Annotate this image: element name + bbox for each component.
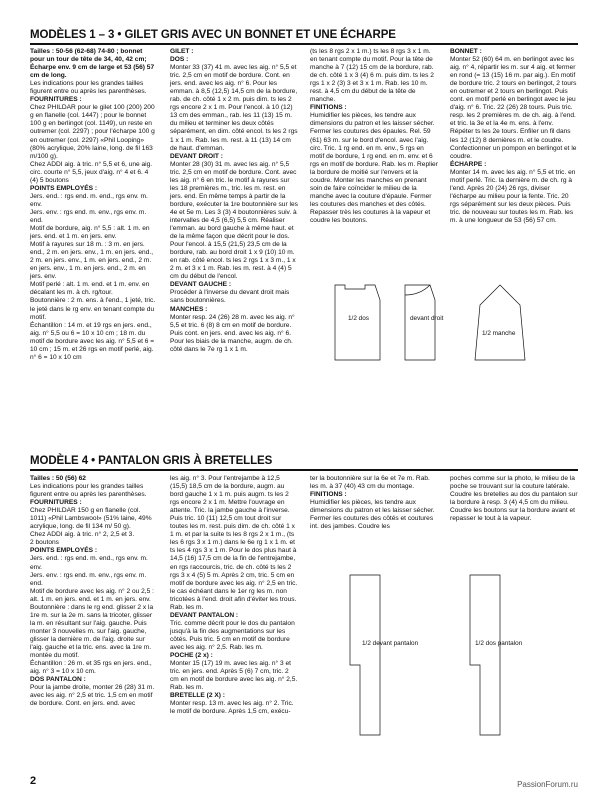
section-2-paragraph: Humidifier les pièces, les tendre aux dimensions du patron et les laisser sécher. Fermer les coutures des côtés et coutures int. des jambes. Coudre les <box>310 499 435 531</box>
section-2-paragraph: ter la boutonnière sur la 6e et 7e m. Rab. les m. à 37 (40) 43 cm du montage. <box>310 475 430 491</box>
section-2-paragraph: poches comme sur la photo, le milieu de la poche se trouvant sur la couture latérale. Coudre les bretelles au dos du pantalon sur la bordure à resp. 3 (4) 4,5 cm du milieu. Coudre les boutons sur la bordure avant et repasser le tout à la vapeur. <box>450 475 578 523</box>
pantalon-devant-label: 1/2 devant pantalon <box>362 640 419 647</box>
section-2-paragraph: BRETELLE (2 X) : <box>170 692 225 700</box>
section-1-paragraph: Chez PHILDAR pour le gilet 100 (200) 200 g en flanelle (col. 1447) ; pour le bonnet 100 g en berlingot (col. 1149), un reste en outremer (col. 2297) ; pour l'écharpe 100 g en outremer (col. 2297) «Phil Looping» (80% acrylique, 20% laine, long. de fil 163 m/100 g). <box>30 104 155 160</box>
section-1-paragraph: (ts les 8 rgs 2 x 1 m.) ts les 8 rgs 3 x 1 m. en tenant compte du motif. Pour la tête de manche à 7 (12) 15 cm de la bordure, rab. de ch. côté 1 x 3 (4) 6 m. puis dim. ts les 2 rgs 1 x 2 (3) 3 et 3 x 1 m. Rab. les 10 m. rest. à 4,5 cm du début de la tête de manche. <box>310 48 434 104</box>
section-1-paragraph: DEVANT GAUCHE : <box>170 281 232 289</box>
section-1-title: MODÈLES 1 – 3 • GILET GRIS AVEC UN BONNET ET UNE ÉCHARPE <box>30 29 396 41</box>
section-1-paragraph: Motif à rayures sur 18 m. : 3 m. en jers. end., 2 m. en jers. env., 1 m. en jers. end., 2 m. en jers. env., 1 m. en jers. end., 2 m. en jers. env., 1 m. en jers. end., 2 m. en jers. env. <box>30 241 154 281</box>
dos-label: 1/2 dos <box>348 315 369 322</box>
section-2-paragraph: Tric. comme décrit pour le dos du pantalon jusqu'à la fin des augmentations sur les côtés. Puis tric. 5 cm en motif de bordure avec les aig. n° 2,5. Rab. les m. <box>170 619 295 651</box>
section-1-column-1 <box>30 48 158 362</box>
section-2-paragraph: Boutonnière : dans le rg end. glisser 2 x la 1re m. sur la 2e m. sans la tricoter, glisser la m. en résultant sur l'aig. gauche. Puis monter 3 nouvelles m. sur l'aig. gauche, glisser la dernière m. de l'aig. droite sur l'aig. gauche et la tric. ens. avec la 1re m. montée du motif. <box>30 603 154 660</box>
section-1-column-2 <box>170 48 298 354</box>
section-2-paragraph: Jers. end. : rgs end. m. end., rgs env. m. env. <box>30 555 148 571</box>
section-2-paragraph: 2 boutons <box>30 539 59 547</box>
section-2-column-3 <box>310 475 438 531</box>
section-1-rule <box>30 43 578 45</box>
section-1-paragraph: DOS : <box>170 56 189 64</box>
section-1-paragraph: Monter 28 (30) 31 m. avec les aig. n° 5,5 tric. 2,5 cm en motif de bordure. Cont. avec les aig. n° 6 en tric. le motif à rayures sur les 18 premières m., tric. les m. rest. en jers. end. En même temps à partir de la bordure, exécuter la 1re boutonnière sur les 4e et 5e m. Les 3 (3) 4 boutonnières suiv. à intervalles de 4,5 (6,5) 5,5 cm. Réaliser l'emman. au bord gauche à même haut. et de la même façon que décrit pour le dos. Pour l'encol. à 15,5 (21,5) 23,5 cm de la bordure, rab. au bord droit 1 x 9 (10) 10 m. en rab. côté encol. ts les 2 rgs 1 x 3 m., 1 x 2 m. et 3 x 1 m. Rab. les m. rest. à 4 (4) 5 cm du début de l'encol. <box>170 160 298 281</box>
section-1-paragraph: Jers. end. : rgs end. m. end., rgs env. m. env. <box>30 192 148 208</box>
section-1-paragraph: Boutonnière : 2 m. ens. à l'end., 1 jeté, tric. le jeté dans le rg env. en tenant compte du motif. <box>30 297 156 321</box>
section-1-paragraph: FINITIONS : <box>310 104 347 112</box>
section-1-column-3 <box>310 48 438 225</box>
section-1-paragraph: Tailles : 50-56 (62-68) 74-80 ; bonnet pour un tour de tête de 34, 40, 42 cm; Écharpe env. 9 cm de large et 53 (56) 57 cm de long. <box>30 48 155 80</box>
page-number: 2 <box>30 775 37 787</box>
section-2-paragraph: Tailles : 50 (56) 62 <box>30 475 86 482</box>
section-2-paragraph: Monter 15 (17) 19 m. avec les aig. n° 3 et tric. en jers. end. Après 5 (6) 7 cm, tric. 2 cm en motif de bordure avec les aig. n° 2,5. Rab. les m. <box>170 660 298 692</box>
section-1-paragraph: MANCHES : <box>170 305 208 313</box>
section-2-rule <box>30 469 578 471</box>
section-1-column-4 <box>450 48 578 225</box>
section-1-paragraph: BONNET : <box>450 48 482 55</box>
section-2-paragraph: Les indications pour les grandes tailles figurent entre ou après les parenthèses. <box>30 483 147 499</box>
pantalon-dos-label: 1/2 dos pantalon <box>475 640 523 647</box>
section-1-paragraph: Échantillon : 14 m. et 19 rgs en jers. end., aig. n° 5,5 ou 6 = 10 x 10 cm ; 18 m. du motif de bordure avec les aig. n° 5,5 et 6 = 10 cm ; 15 m. et 26 rgs en motif perlé, aig. n° 6 = 10 x 10 cm <box>30 321 155 361</box>
section-2-paragraph: Chez ADDI aig. à tric. n° 2, 2,5 et 3. <box>30 531 135 539</box>
section-2-paragraph: Monter resp. 13 m. avec les aig. n° 2. Tric. le motif de bordure. Après 1,5 cm, exécu- <box>170 700 294 716</box>
section-1-paragraph: Procéder à l'inverse du devant droit mais sans boutonnières. <box>170 289 290 305</box>
section-1-paragraph: ÉCHARPE : <box>450 160 487 168</box>
section-2-paragraph: les aig. n° 3. Pour l'entrejambe à 12,5 (15,5) 18,5 cm de la bordure, augm. au bord gauche 1 x 1 m. puis augm. ts les 2 rgs encore 2 x 1 m. Mettre l'ouvrage en attente. Tric. la jambe gauche à l'inverse. Puis tric. 10 (11) 12,5 cm tout droit sur toutes les m. rest. puis dim. de ch. côté 1 x 1 m. et par la suite ts les 8 rgs 2 x 1 m., (ts les 6 rgs 3 x 1 m.) dans le 6e rg 1 x 1 m. et ts les 4 rgs 3 x 1 m. Pour le dos plus haut à 14,5 (16) 17,5 cm de la fin de l'entrejambe, en rgs raccourcis, tric. de ch. côté ts les 2 rgs 3 x 4 (5) 5 m. Après 2 cm, tric. 5 cm en motif de bordure avec les aig. n° 2,5 en tric. le cas échéant dans le 1er rg les m. non tricotées à l'end. droit afin d'éviter les trous. Rab. les m. <box>170 475 298 611</box>
section-2-paragraph: FOURNITURES : <box>30 499 82 507</box>
section-1-paragraph: GILET : <box>170 48 194 55</box>
section-1-paragraph: Humidifier les pièces, les tendre aux dimensions du patron et les laisser sécher. Fermer les coutures des épaules. Rel. 59 (61) 63 m. sur le bord d'encol. avec l'aig. circ. Tric. 1 rg end. en m. env., 5 rgs en motif de bordure, 1 rg end. en m. env. et 6 rgs en motif de bordure. Rab. les m. Replier la bordure de moitié sur l'envers et la coudre. Monter les manches en prenant soin de faire coïncider le milieu de la manche avec la couture d'épaule. Fermer les coutures des manches et des côtés. Repasser très les coutures à la vapeur et coudre les boutons. <box>310 112 438 224</box>
gilet-pattern-diagram <box>310 255 580 400</box>
section-2-title: MODÈLE 4 • PANTALON GRIS À BRETELLES <box>30 455 273 467</box>
devant-label: devant droit <box>410 315 444 322</box>
section-2-paragraph: Jers. env. : rgs end. m. env., rgs env. m. end. <box>30 571 147 587</box>
section-2-paragraph: Échantillon : 26 m. et 35 rgs en jers. end., aig. n° 3 = 10 x 10 cm. <box>30 660 152 676</box>
pantalon-pattern-diagram <box>310 555 580 765</box>
section-1-paragraph: Monter 14 m. avec les aig. n° 5,5 et tric. en motif perlé. Tric. la dernière m. de ch. rg à l'end. Après 20 (24) 26 rgs, diviser l'écharpe au milieu pour la fente. Tric. 20 rgs séparément sur les deux pièces. Puis tric. de nouveau sur toutes les m. Rab. les m. à une longueur de 53 (56) 57 cm. <box>450 168 576 224</box>
section-1-paragraph: FOURNITURES : <box>30 96 82 104</box>
section-2-column-2 <box>170 475 298 716</box>
section-1-paragraph: Les indications pour les grandes tailles figurent entre ou après les parenthèses. <box>30 80 147 96</box>
section-1-paragraph: Monter 52 (60) 64 m. en berlingot avec les aig. n° 4, répartir les m. sur 4 aig. et fermer en rond (= 13 (15) 16 m. par aig.). En motif de bordure tric. 2 tours en berlingot, 2 tours en outremer et 2 tours en berlingot. Puis cont. en motif perlé en berlingot avec le jeu d'aig. n° 6. Tric. 22 (26) 28 tours. Puis tric. resp. les 2 premières m. de ch. aig. à l'end. et tric. la 3e et la 4e m. ens. à l'env. Répéter ts les 2e tours. Enfiler un fil dans les 12 (12) 8 dernières m. et le coudre. Confectionner un pompon en berlingot et le coudre. <box>450 56 577 160</box>
section-1-paragraph: Motif de bordure, aig. n° 5,5 : alt. 1 m. en jers. end. et 1 m. en jers. env. <box>30 225 150 241</box>
section-2-paragraph: POINTS EMPLOYÉS : <box>30 547 98 555</box>
section-2-column-1 <box>30 475 158 708</box>
section-2-paragraph: FINITIONS : <box>310 491 347 499</box>
section-2-paragraph: POCHE (2 x) : <box>170 652 213 660</box>
section-1-paragraph: Chez ADDI aig. à tric. n° 5,5 et 6, une aig. circ. courte n° 5,5, jeux d'aig. n° 4 et 6. 4 (4) 5 boutons <box>30 160 153 184</box>
section-1-paragraph: Monter 33 (37) 41 m. avec les aig. n° 5,5 et tric. 2,5 cm en motif de bordure. Cont. en jers. end. avec les aig. n° 6. Pour les emman. à 8,5 (12,5) 14,5 cm de la bordure, rab. de ch. côté 1 x 2 m. puis dim. ts les 2 rgs encore 2 x 1 m. Pour l'encol. à 10 (12) 13 cm des emman., rab. les 11 (13) 15 m. du milieu et terminer les deux côtés séparément, en dim. côté encol. ts les 2 rgs 1 x 1 m. Rab. les m. rest. à 11 (13) 14 cm de haut. d'emman. <box>170 64 298 152</box>
section-2-paragraph: Chez PHILDAR 150 g en flanelle (col. 1011) «Phil Lambswool» (51% laine, 49% acrylique, long. de fil 134 m/ 50 g). <box>30 507 152 531</box>
section-1-paragraph: POINTS EMPLOYÉS : <box>30 184 98 192</box>
section-1-paragraph: Jers. env. : rgs end. m. env., rgs env. m. end. <box>30 208 147 224</box>
section-2-column-4 <box>450 475 578 523</box>
section-1-paragraph: Motif perlé : alt. 1 m. end. et 1 m. env. en décalant les m. à ch. rg/tour. <box>30 281 150 297</box>
section-1-paragraph: DEVANT DROIT : <box>170 152 223 160</box>
section-2-paragraph: DEVANT PANTALON : <box>170 611 239 619</box>
section-2-paragraph: DOS PANTALON : <box>30 676 86 684</box>
section-2-paragraph: Motif de bordure avec les aig. n° 2 ou 2,5 : alt. 1 m. en jers. end. et 1 m. en jers. env. <box>30 587 154 603</box>
manche-label: 1/2 manche <box>482 330 516 337</box>
section-1-paragraph: Monter resp. 24 (26) 28 m. avec les aig. n° 5,5 et tric. 6 (8) 8 cm en motif de bordure. Puis cont. en jers. end. avec les aig. n° 6. Pour les biais de la manche, augm. de ch. côté dans le 7e rg 1 x 1 m. <box>170 313 295 353</box>
section-2-paragraph: Pour la jambe droite, monter 26 (28) 31 m. avec les aig. n° 2,5 et tric. 1,5 cm en motif de bordure. Cont. en jers. end. avec <box>30 684 155 708</box>
watermark: PassionForum.ru <box>517 780 578 789</box>
